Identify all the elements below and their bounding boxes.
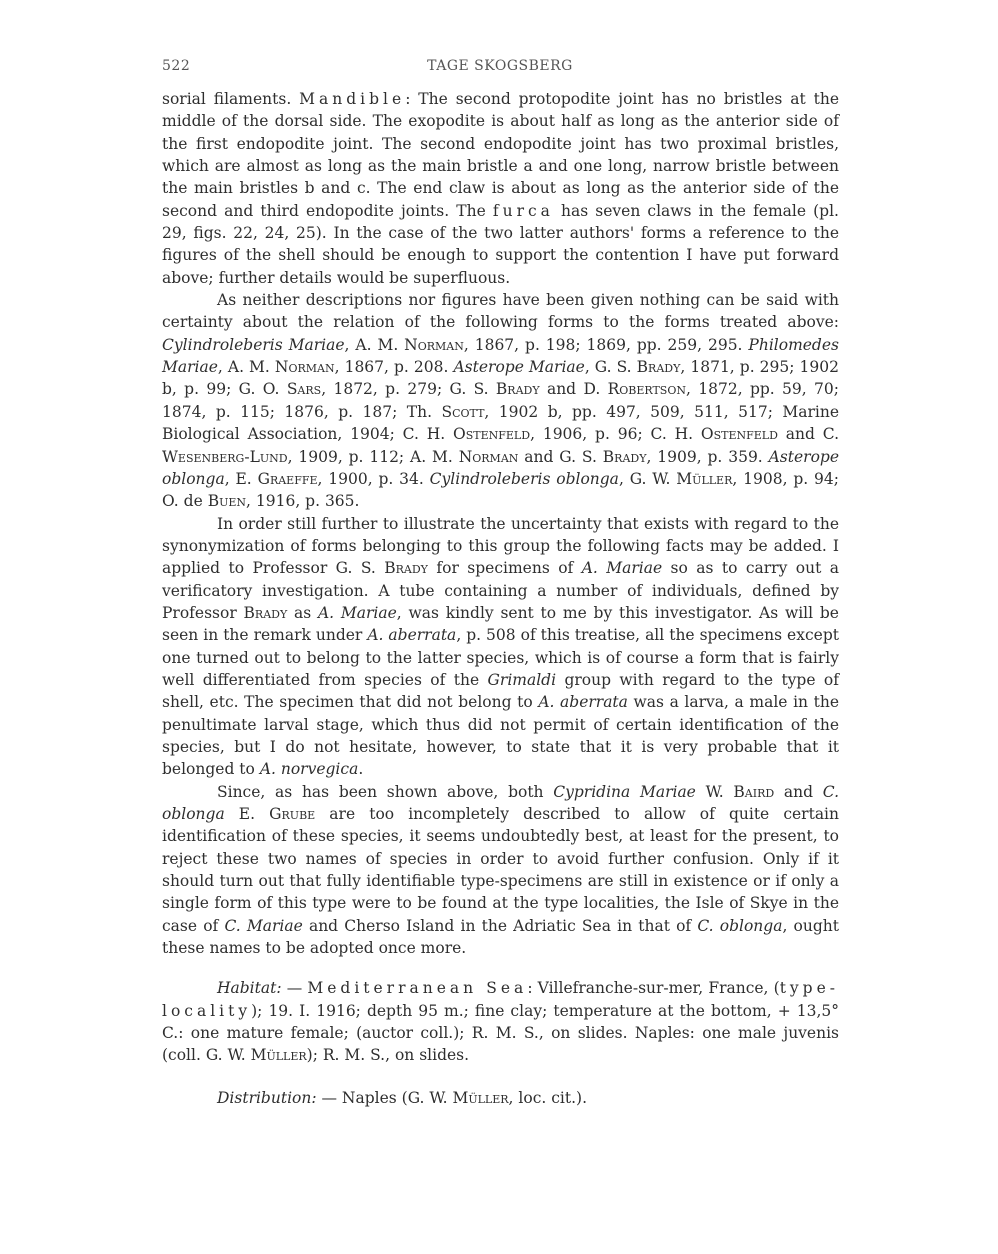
taxon-name: C. oblonga — [162, 782, 839, 823]
text-span: are too incompletely described to allow of quite certain identification of these species, it seems undoubtedly best, at least for the present, to reject these two names of species in order to avoid further confusion. Only if it should turn out that fully identifiable type-specimens are still in existence or if only a single form of this type were to be found at the type localities, the Isle of Skye in the case of — [162, 805, 839, 935]
taxon-name: Cypridina Mariae — [553, 782, 696, 801]
text-span: , 1872, p. 279; G. S. — [321, 380, 496, 399]
text-span: As neither descriptions nor figures have been given nothing can be said with certainty about the relation of the following forms to the forms treated above: — [162, 291, 839, 332]
author-name: Brady — [243, 603, 288, 622]
author-name: Müller — [676, 469, 733, 488]
text-span: W. — [695, 782, 734, 801]
section-label-habitat: Habitat: — [217, 979, 282, 998]
text-span: ); R. M. S., on slides. — [306, 1046, 470, 1065]
text-span: — Naples (G. W. — [316, 1088, 453, 1107]
taxon-name: A. Mariae — [317, 603, 397, 622]
text-span: E. — [224, 805, 270, 823]
text-span: , 1909, p. 112; A. M. — [287, 447, 459, 466]
author-name: Ostenfeld — [453, 425, 531, 444]
text-span: ); 19. I. 1916; depth 95 m.; fine clay; temperature at the bottom, + 13,5° C.: one mature female; (auctor coll.); R. M. S., on slides. Naples: one male juvenis (coll. G. W. — [162, 1001, 839, 1065]
text-span: , 1871, p. 295; 1902 b, p. 99; G. O. — [162, 358, 839, 399]
text-span: , G. S. — [584, 358, 637, 377]
taxon-name: C. Mariae — [224, 916, 303, 935]
text-span: as — [287, 603, 318, 622]
spaced-heading-mandible: Mandible — [299, 90, 406, 108]
text-span: , 1900, p. 34. — [317, 469, 430, 488]
text-span: and Cherso Island in the Adriatic Sea in that of — [302, 916, 698, 935]
section-gap — [162, 959, 839, 977]
text-span: sorial filaments. — [162, 90, 300, 108]
body-text — [162, 88, 839, 1109]
text-span: , 1908, p. 94; O. de — [162, 469, 839, 511]
text-span: , A. M. — [344, 335, 405, 354]
running-head-author: TAGE SKOGSBERG — [427, 58, 573, 74]
text-span: : The second protopodite joint has no bristles at the middle of the dorsal side. The exopodite is about half as long as the anterior side of the first endopodite joint. The second endopodite joint has two proximal bristles, which are almost as long as the main bristle a and one long, narrow bristle between the main bristles b and c. The end claw is about as long as the anterior side of the second and third endopodite joints. The — [162, 90, 839, 220]
author-name: Norman — [274, 358, 335, 377]
text-span: , E. — [224, 469, 258, 488]
paragraph-uncertainty — [162, 513, 839, 781]
author-name: Scott — [441, 402, 485, 421]
text-span: : Villefranche-sur-mer, France, ( — [527, 979, 780, 998]
taxon-name: Asterope Mariae — [453, 358, 585, 377]
spaced-locality: Mediterranean Sea — [307, 979, 528, 998]
taxon-name: A. aberrata — [367, 626, 457, 645]
taxon-name: Grimaldi — [487, 670, 557, 689]
text-span: , G. W. — [618, 469, 677, 488]
text-span: , 1916, p. 365. — [246, 492, 360, 511]
taxon-name: Cylindroleberis Mariae — [162, 335, 345, 354]
running-head — [162, 58, 838, 80]
taxon-name: A. norvegica — [259, 760, 359, 779]
text-span: In order still further to illustrate the uncertainty that exists with regard to the synonymization of forms belonging to this group the following facts may be added. I applied to Professor G. S. — [162, 514, 839, 578]
section-gap — [162, 1067, 839, 1087]
taxon-name: A. aberrata — [538, 693, 628, 712]
text-span: for specimens of — [427, 559, 582, 578]
text-span: and D. — [539, 380, 608, 399]
text-span: and G. S. — [518, 447, 603, 466]
text-span: was a larva, a male in the penultimate larval stage, which thus did not permit of certain identification of the species, but I do not hesitate, however, to state that it is very probable that it belonged to — [162, 693, 840, 779]
spaced-heading-furca: furca — [492, 201, 554, 220]
author-name: Müller — [250, 1046, 307, 1065]
author-name: Grube — [269, 805, 316, 823]
paragraph-conclusion — [162, 781, 839, 960]
text-span: . — [358, 760, 364, 779]
text-span: , 1867, p. 198; 1869, pp. 259, 295. — [463, 335, 749, 354]
text-span: , was kindly sent to me by this investigator. As will be seen in the remark under — [162, 603, 839, 645]
text-span: — — [281, 979, 308, 998]
author-name: Müller — [452, 1088, 509, 1107]
taxon-name: Asterope oblonga — [162, 447, 839, 488]
paragraph-habitat — [162, 977, 839, 1066]
taxon-name: C. oblonga — [697, 916, 783, 935]
page-number: 522 — [162, 58, 191, 74]
paragraph-distribution — [162, 1087, 839, 1109]
author-name: Brady — [495, 380, 540, 399]
text-span: , A. M. — [217, 358, 275, 377]
text-span: group with regard to the type of shell, etc. The specimen that did not belong to — [162, 670, 839, 712]
text-span: , 1906, p. 96; C. H. — [530, 425, 701, 444]
text-span: , 1867, p. 208. — [334, 358, 454, 377]
paragraph-synonymy — [162, 289, 839, 512]
text-span: , loc. cit.). — [508, 1088, 587, 1107]
author-name: Baird — [733, 782, 775, 801]
author-name: Norman — [458, 447, 519, 466]
author-name: Robertson — [607, 380, 686, 399]
author-name: Norman — [404, 335, 464, 354]
author-name: Sars — [286, 380, 322, 399]
author-name: Brady — [384, 559, 428, 578]
text-span: has seven claws in the female (pl. 29, figs. 22, 24, 25). In the case of the two latter authors' forms a reference to the figures of the shell should be enough to support the contention I have put forward above; further details would be superfluous. — [162, 201, 839, 287]
author-name: Brady — [636, 358, 681, 377]
text-span: Since, as has been shown above, both — [217, 782, 554, 801]
taxon-name: A. Mariae — [581, 559, 663, 578]
section-label-distribution: Distribution: — [217, 1088, 317, 1107]
author-name: Ostenfeld — [700, 425, 778, 444]
text-span: so as to carry out a verificatory investigation. A tube containing a number of individuals, defined by Professor — [162, 559, 839, 622]
text-span: , 1909, p. 359. — [646, 447, 769, 466]
text-span: , 1902 b, pp. 497, 509, 511, 517; Marine Biological Association, 1904; C. H. — [162, 402, 840, 444]
taxon-name: Cylindroleberis oblonga — [429, 469, 619, 488]
paragraph-mandible — [162, 88, 839, 289]
text-span: , ought these names to be adopted once more. — [162, 916, 839, 958]
text-span: , p. 508 of this treatise, all the specimens except one turned out to belong to the latter species, which is of course a form that is fairly well differentiated from species of the — [162, 626, 839, 689]
author-name: Brady — [602, 447, 647, 466]
text-span: and — [774, 782, 823, 801]
author-name: Buen — [207, 492, 247, 511]
text-span: and C. — [777, 425, 840, 444]
author-name: Wesenberg-Lund — [162, 447, 288, 466]
text-span: , 1872, pp. 59, 70; 1874, p. 115; 1876, p. 187; Th. — [162, 380, 839, 421]
author-name: Graeffe — [257, 469, 318, 488]
taxon-name: Philomedes Mariae — [162, 335, 839, 377]
spaced-type-locality: type-locality — [162, 979, 840, 1020]
